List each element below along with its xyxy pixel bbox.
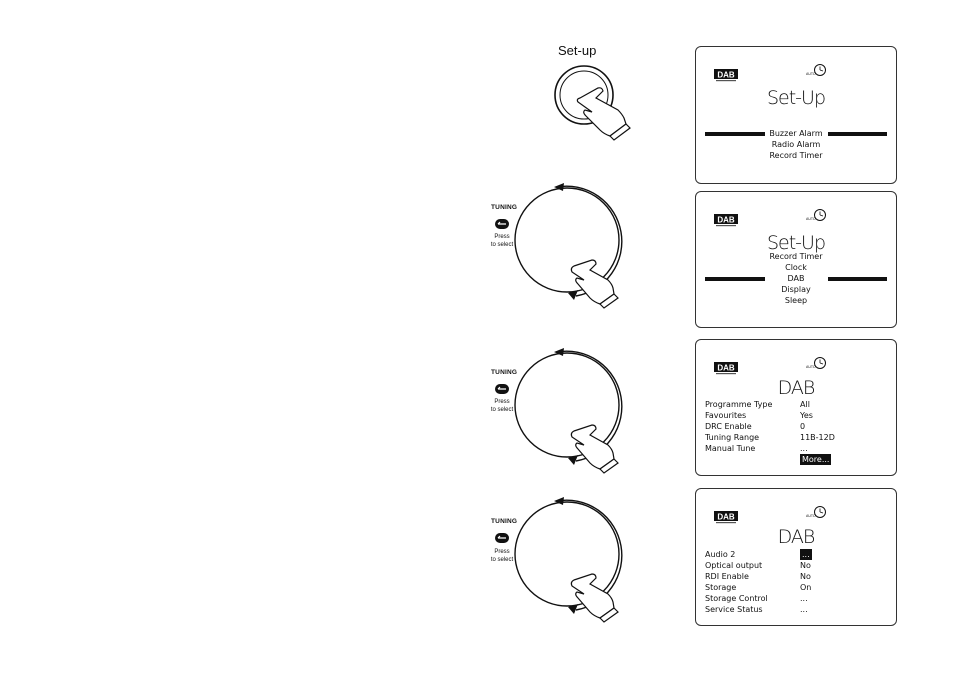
dab-logo-icon [714,69,740,83]
settings-row[interactable]: Audio 2 ... [705,550,810,559]
tuning-label: TUNING [491,204,518,211]
auto-clock-icon [806,356,828,372]
press-select-icon [492,382,512,396]
press-select-icon [492,217,512,231]
settings-row[interactable]: RDI Enable No [705,572,811,581]
svg-text:DAB: DAB [717,215,735,225]
settings-row[interactable]: Favourites Yes [705,411,813,420]
dab-logo-icon [714,362,740,376]
dab-logo-icon [714,511,740,525]
menu-list [696,128,896,161]
menu-item[interactable]: Record Timer [769,252,823,261]
screen-title: DAB [777,377,815,399]
settings-row[interactable]: Service Status ... [705,605,808,614]
svg-text:AUTO: AUTO [806,72,816,76]
settings-row[interactable]: Tuning Range 11B-12D [705,433,835,442]
menu-item[interactable]: Radio Alarm [771,140,821,149]
dab-logo-icon [714,214,740,228]
tuning-knob[interactable] [512,494,627,629]
settings-row-more[interactable] [705,454,835,465]
press-select-icon [492,531,512,545]
menu-item[interactable]: Display [781,285,811,294]
tuning-knob[interactable] [512,345,627,480]
menu-item[interactable]: DAB [787,274,805,283]
settings-row[interactable]: Programme Type All [705,400,810,409]
settings-row[interactable]: Optical output No [705,561,811,570]
settings-row[interactable]: Storage Control ... [705,594,808,603]
setup-button-label: Set-up [558,43,597,58]
screen-title: DAB [777,526,815,548]
auto-clock-icon [806,505,828,521]
menu-item[interactable]: Record Timer [769,151,823,160]
svg-text:AUTO: AUTO [806,514,816,518]
settings-table [705,549,812,615]
svg-text:DAB: DAB [717,70,735,80]
menu-item[interactable]: Sleep [784,296,808,305]
pressing-hand-icon [577,88,630,140]
press-to-select-text: Press to select [490,549,514,563]
tuning-knob[interactable] [512,180,627,315]
svg-text:DAB: DAB [717,363,735,373]
settings-row[interactable]: DRC Enable 0 [705,422,806,431]
lcd-screen-setup-2 [695,191,897,328]
lcd-screen-dab-1 [695,339,897,476]
screen-title: Set-Up [766,87,826,109]
menu-item[interactable]: Clock [785,263,807,272]
tuning-label: TUNING [491,369,518,376]
settings-row[interactable]: Manual Tune ... [705,444,808,453]
lcd-screen-setup-1 [695,46,897,184]
svg-text:DAB: DAB [717,512,735,522]
menu-item[interactable]: Buzzer Alarm [769,129,823,138]
screen-title: Set-Up [766,232,826,254]
menu-list [696,251,896,306]
press-to-select-text: Press to select [490,234,514,248]
settings-row[interactable]: Storage On [705,583,812,592]
press-to-select-text: Press to select [490,399,514,413]
svg-text:AUTO: AUTO [806,217,816,221]
more-option-highlighted: More... [802,455,830,464]
auto-clock-icon [806,208,828,224]
selected-value-highlighted: ... [802,550,810,559]
tuning-label: TUNING [491,518,518,525]
lcd-screen-dab-2 [695,488,897,626]
setup-button[interactable] [540,58,635,143]
auto-clock-icon [806,63,828,79]
svg-text:AUTO: AUTO [806,365,816,369]
settings-table [705,399,835,465]
